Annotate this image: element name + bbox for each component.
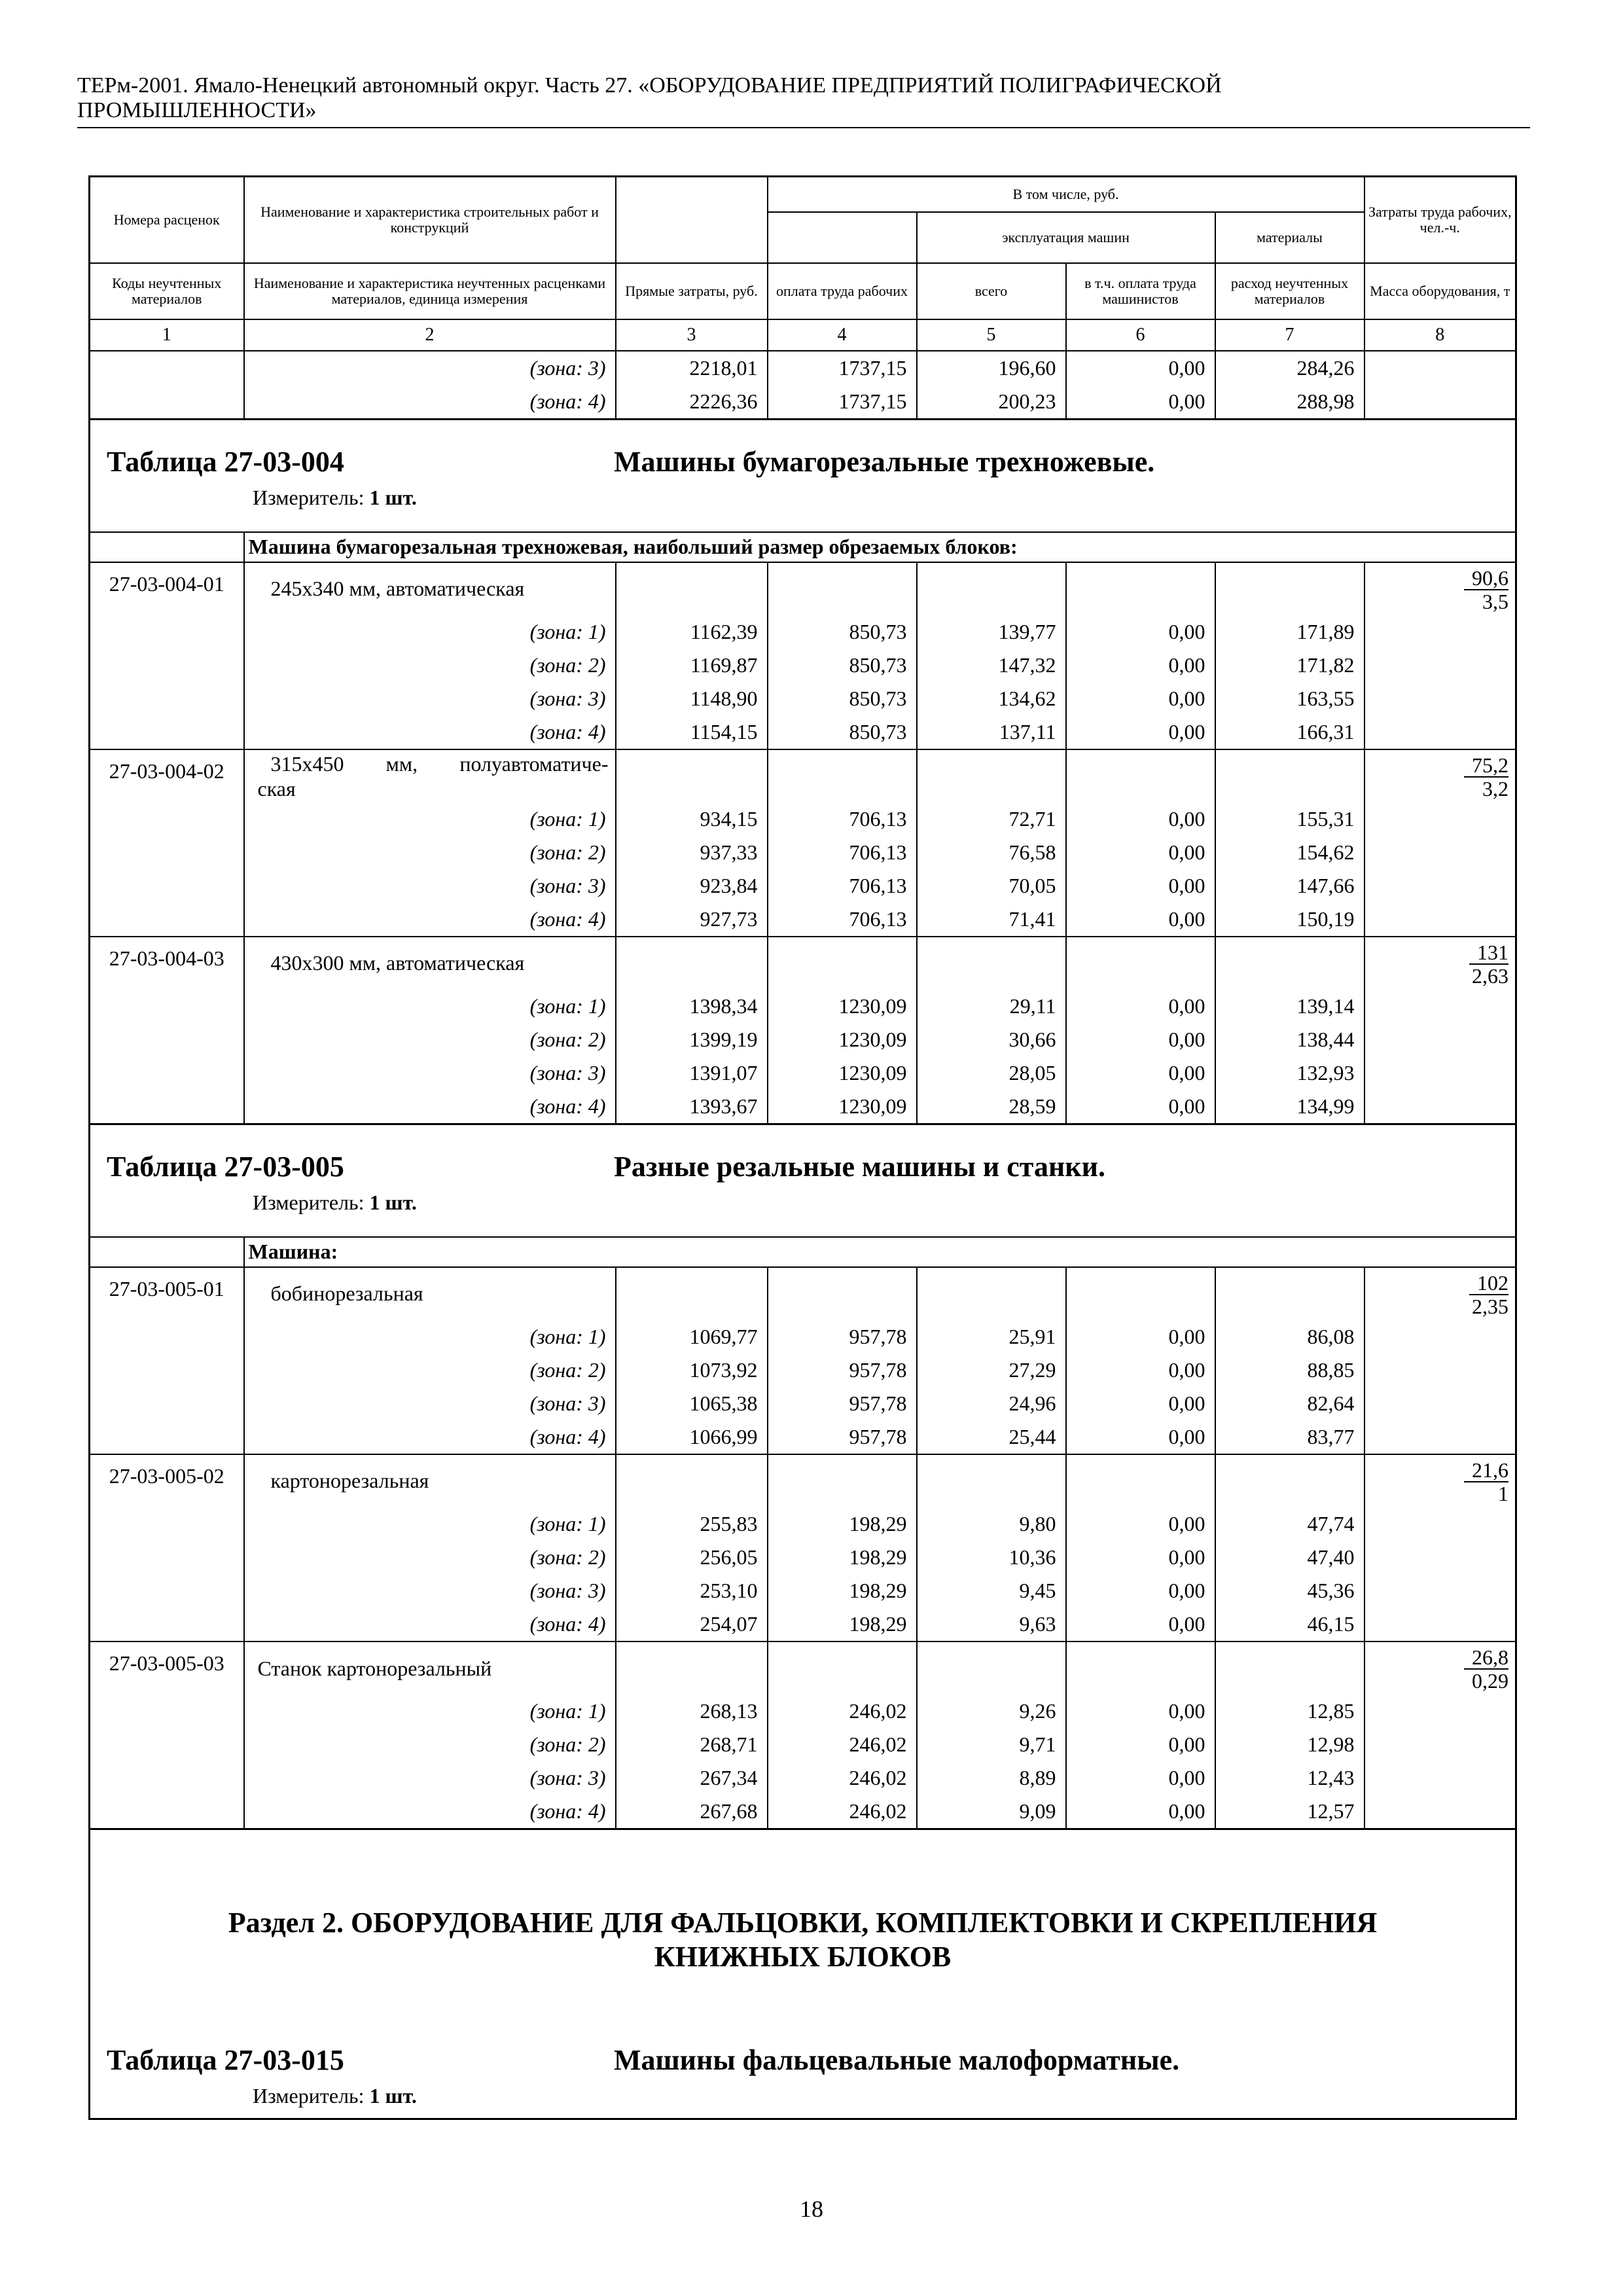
value-mach: 0,00 (1066, 802, 1215, 836)
value-pay: 706,13 (768, 802, 917, 836)
hdr-including: В том числе, руб. (768, 177, 1364, 212)
page-number: 18 (800, 2196, 823, 2222)
hdr-incl-machinists: в т.ч. оплата труда машинистов (1066, 263, 1215, 319)
zone-label: (зона: 4) (244, 385, 616, 420)
value-direct: 934,15 (616, 802, 768, 836)
zone-label: (зона: 1) (244, 1320, 616, 1354)
value-total: 139,77 (917, 615, 1066, 649)
value-total: 9,63 (917, 1607, 1066, 1641)
value-mat: 166,31 (1215, 715, 1364, 749)
value-mat: 83,77 (1215, 1420, 1364, 1454)
value-direct: 256,05 (616, 1541, 768, 1574)
value-direct: 268,71 (616, 1728, 768, 1761)
value-mat: 284,26 (1215, 351, 1364, 385)
value-pay: 1737,15 (768, 385, 917, 420)
value-pay: 706,13 (768, 869, 917, 903)
zone-label: (зона: 4) (244, 903, 616, 937)
table-subheading-row (90, 532, 1516, 562)
value-pay: 1230,09 (768, 1023, 917, 1056)
table-subheading: Машина: (244, 1237, 1516, 1267)
table-number: Таблица 27-03-015 (107, 2043, 344, 2076)
value-mach: 0,00 (1066, 1056, 1215, 1090)
rate-code: 27-03-005-02 (90, 1454, 244, 1507)
zone-label: (зона: 3) (244, 1387, 616, 1420)
measure-label: Измеритель: (253, 485, 365, 509)
col-number: 6 (1066, 319, 1215, 351)
value-pay: 850,73 (768, 682, 917, 715)
value-pay: 198,29 (768, 1574, 917, 1607)
value-mat: 88,85 (1215, 1354, 1364, 1387)
table-subheading: Машина бумагорезальная трехножевая, наибольший размер обрезаемых блоков: (244, 532, 1516, 562)
col-number: 5 (917, 319, 1066, 351)
labor-cost-value: 26,8 (1464, 1646, 1508, 1670)
hdr-labor-cost: Затраты труда рабочих, чел.-ч. (1364, 177, 1516, 263)
value-mat: 12,57 (1215, 1795, 1364, 1829)
value-mach: 0,00 (1066, 1507, 1215, 1541)
value-pay: 1230,09 (768, 1090, 917, 1124)
zone-label: (зона: 4) (244, 1795, 616, 1829)
value-direct: 1073,92 (616, 1354, 768, 1387)
value-direct: 267,68 (616, 1795, 768, 1829)
value-total: 137,11 (917, 715, 1066, 749)
zone-label: (зона: 2) (244, 1023, 616, 1056)
zone-label: (зона: 2) (244, 1728, 616, 1761)
value-mach: 0,00 (1066, 1420, 1215, 1454)
value-direct: 1393,67 (616, 1090, 768, 1124)
zone-row (90, 1387, 1516, 1420)
labor-mass-fraction (1464, 1646, 1508, 1692)
value-mat: 132,93 (1215, 1056, 1364, 1090)
value-pay: 850,73 (768, 715, 917, 749)
value-mach: 0,00 (1066, 682, 1215, 715)
zone-label: (зона: 3) (244, 351, 616, 385)
labor-cost-value: 21,6 (1464, 1459, 1508, 1482)
zone-row (90, 1354, 1516, 1387)
value-total: 27,29 (917, 1354, 1066, 1387)
column-numbers-row (90, 319, 1516, 351)
table-title: Машины бумагорезальные трехножевые. (614, 445, 1155, 478)
rate-item-row (90, 749, 1516, 802)
value-mat: 154,62 (1215, 836, 1364, 869)
zone-row (90, 1420, 1516, 1454)
value-mat: 171,89 (1215, 615, 1364, 649)
value-direct: 1398,34 (616, 990, 768, 1023)
rate-item-row (90, 1267, 1516, 1320)
section-title-line-1: Раздел 2. ОБОРУДОВАНИЕ ДЛЯ ФАЛЬЦОВКИ, КОМПЛЕКТОВКИ И СКРЕПЛЕНИЯ (228, 1906, 1378, 1939)
table-title: Разные резальные машины и станки. (614, 1150, 1106, 1183)
value-mach: 0,00 (1066, 615, 1215, 649)
value-mat: 134,99 (1215, 1090, 1364, 1124)
value-total: 72,71 (917, 802, 1066, 836)
rate-code: 27-03-005-03 (90, 1641, 244, 1695)
hdr-materials: материалы (1215, 212, 1364, 263)
value-total: 24,96 (917, 1387, 1066, 1420)
value-total: 8,89 (917, 1761, 1066, 1795)
zone-row (90, 615, 1516, 649)
zone-row (90, 1728, 1516, 1761)
zone-label: (зона: 3) (244, 1761, 616, 1795)
value-mat: 288,98 (1215, 385, 1364, 420)
labor-mass-fraction (1469, 941, 1508, 987)
value-total: 9,71 (917, 1728, 1066, 1761)
value-pay: 246,02 (768, 1695, 917, 1728)
value-mat: 47,40 (1215, 1541, 1364, 1574)
rate-name (244, 749, 616, 802)
value-direct: 1066,99 (616, 1420, 768, 1454)
document-header (77, 73, 1530, 128)
hdr-name-work: Наименование и характеристика строительных работ и конструкций (244, 177, 616, 263)
value-direct: 254,07 (616, 1607, 768, 1641)
value-mach: 0,00 (1066, 1574, 1215, 1607)
zone-row (90, 1795, 1516, 1829)
zone-row (90, 1607, 1516, 1641)
zone-label: (зона: 2) (244, 1541, 616, 1574)
value-pay: 198,29 (768, 1507, 917, 1541)
value-pay: 246,02 (768, 1728, 917, 1761)
zone-label: (зона: 1) (244, 1695, 616, 1728)
zone-row (90, 836, 1516, 869)
table-number: Таблица 27-03-005 (107, 1150, 344, 1183)
table-number: Таблица 27-03-004 (107, 445, 344, 478)
value-pay: 246,02 (768, 1795, 917, 1829)
value-pay: 198,29 (768, 1607, 917, 1641)
value-mat: 138,44 (1215, 1023, 1364, 1056)
value-pay: 1737,15 (768, 351, 917, 385)
value-mach: 0,00 (1066, 836, 1215, 869)
value-mach: 0,00 (1066, 1695, 1215, 1728)
zone-label: (зона: 1) (244, 615, 616, 649)
hdr-direct-costs: Прямые затраты, руб. (616, 263, 768, 319)
value-total: 10,36 (917, 1541, 1066, 1574)
table-heading (90, 1124, 1516, 1237)
value-mach: 0,00 (1066, 1728, 1215, 1761)
zone-row (90, 903, 1516, 937)
value-total: 28,59 (917, 1090, 1066, 1124)
labor-cost-value: 131 (1469, 941, 1508, 965)
zone-row (90, 869, 1516, 903)
zone-row (90, 1507, 1516, 1541)
rate-code: 27-03-004-01 (90, 562, 244, 615)
value-mat: 155,31 (1215, 802, 1364, 836)
labor-cost-value: 75,2 (1464, 754, 1508, 778)
value-total: 28,05 (917, 1056, 1066, 1090)
value-total: 147,32 (917, 649, 1066, 682)
col-number: 1 (90, 319, 244, 351)
value-mat: 45,36 (1215, 1574, 1364, 1607)
value-direct: 923,84 (616, 869, 768, 903)
equipment-mass-value: 3,2 (1482, 776, 1509, 800)
value-direct: 267,34 (616, 1761, 768, 1795)
labor-cost-value: 102 (1469, 1272, 1508, 1295)
col-number: 7 (1215, 319, 1364, 351)
value-mach: 0,00 (1066, 1761, 1215, 1795)
zone-label: (зона: 1) (244, 1507, 616, 1541)
value-mach: 0,00 (1066, 385, 1215, 420)
measure-label: Измеритель: (253, 2083, 365, 2108)
value-mat: 12,43 (1215, 1761, 1364, 1795)
rate-item-row (90, 1641, 1516, 1695)
zone-row (90, 1574, 1516, 1607)
value-mat: 150,19 (1215, 903, 1364, 937)
value-direct: 1065,38 (616, 1387, 768, 1420)
value-total: 9,80 (917, 1507, 1066, 1541)
value-total: 196,60 (917, 351, 1066, 385)
zone-label: (зона: 2) (244, 1354, 616, 1387)
zone-label: (зона: 1) (244, 990, 616, 1023)
rate-code: 27-03-004-03 (90, 937, 244, 990)
value-mach: 0,00 (1066, 649, 1215, 682)
header-line-2: ПРОМЫШЛЕННОСТИ» (77, 98, 317, 122)
value-mach: 0,00 (1066, 1354, 1215, 1387)
value-mat: 163,55 (1215, 682, 1364, 715)
measure-label: Измеритель: (253, 1190, 365, 1214)
value-mach: 0,00 (1066, 351, 1215, 385)
value-direct: 2218,01 (616, 351, 768, 385)
labor-mass-fraction (1464, 1459, 1508, 1505)
section-title-line-2: КНИЖНЫХ БЛОКОВ (654, 1940, 952, 1973)
value-pay: 957,78 (768, 1320, 917, 1354)
value-total: 9,09 (917, 1795, 1066, 1829)
value-mach: 0,00 (1066, 1387, 1215, 1420)
zone-label: (зона: 4) (244, 1420, 616, 1454)
value-direct: 1399,19 (616, 1023, 768, 1056)
zone-label: (зона: 2) (244, 649, 616, 682)
zone-row (90, 351, 1516, 385)
header-row-3 (90, 263, 1516, 319)
zone-row (90, 1023, 1516, 1056)
table-measure (253, 1191, 417, 1215)
rate-name: бобинорезальная (244, 1267, 616, 1320)
hdr-workers-pay: оплата труда рабочих (768, 263, 917, 319)
measure-value: 1 шт. (369, 1190, 417, 1214)
rate-name: картонорезальная (244, 1454, 616, 1507)
value-direct: 255,83 (616, 1507, 768, 1541)
section-title (90, 1906, 1515, 1974)
zone-label: (зона: 4) (244, 715, 616, 749)
value-total: 25,91 (917, 1320, 1066, 1354)
equipment-mass-value: 0,29 (1472, 1668, 1509, 1693)
hdr-consumption: расход неучтенных материалов (1215, 263, 1364, 319)
value-mach: 0,00 (1066, 903, 1215, 937)
value-pay: 957,78 (768, 1354, 917, 1387)
value-mat: 46,15 (1215, 1607, 1364, 1641)
value-mat: 12,98 (1215, 1728, 1364, 1761)
value-mach: 0,00 (1066, 1320, 1215, 1354)
zone-row (90, 649, 1516, 682)
value-pay: 850,73 (768, 649, 917, 682)
value-direct: 937,33 (616, 836, 768, 869)
value-direct: 1148,90 (616, 682, 768, 715)
value-mach: 0,00 (1066, 990, 1215, 1023)
col-number: 2 (244, 319, 616, 351)
table-heading (90, 419, 1516, 532)
value-pay: 1230,09 (768, 990, 917, 1023)
value-pay: 850,73 (768, 615, 917, 649)
rate-name: Станок картонорезальный (244, 1641, 616, 1695)
value-pay: 706,13 (768, 903, 917, 937)
header-row-1 (90, 177, 1516, 212)
zone-label: (зона: 4) (244, 1090, 616, 1124)
zone-label: (зона: 3) (244, 1574, 616, 1607)
value-mat: 12,85 (1215, 1695, 1364, 1728)
col-number: 4 (768, 319, 917, 351)
zone-label: (зона: 3) (244, 869, 616, 903)
equipment-mass-value: 2,35 (1472, 1294, 1509, 1318)
table-measure (253, 486, 417, 510)
value-direct: 1162,39 (616, 615, 768, 649)
hdr-total: всего (917, 263, 1066, 319)
value-mach: 0,00 (1066, 869, 1215, 903)
zone-row (90, 1090, 1516, 1124)
header-line-1: ТЕРм-2001. Ямало-Ненецкий автономный округ. Часть 27. «ОБОРУДОВАНИЕ ПРЕДПРИЯТИЙ ПОЛИГРАФИЧЕСКОЙ (77, 73, 1222, 98)
zone-label: (зона: 2) (244, 836, 616, 869)
zone-label: (зона: 1) (244, 802, 616, 836)
value-direct: 2226,36 (616, 385, 768, 420)
value-direct: 253,10 (616, 1574, 768, 1607)
zone-row (90, 1056, 1516, 1090)
value-mat: 171,82 (1215, 649, 1364, 682)
value-total: 200,23 (917, 385, 1066, 420)
rate-name: 430x300 мм, автоматическая (244, 937, 616, 990)
value-mach: 0,00 (1066, 715, 1215, 749)
value-mach: 0,00 (1066, 1090, 1215, 1124)
value-total: 76,58 (917, 836, 1066, 869)
table-title: Машины фальцевальные малоформатные. (614, 2043, 1180, 2076)
col-number: 8 (1364, 319, 1516, 351)
rate-name-line-2: ская (257, 776, 296, 800)
hdr-codes-unaccounted: Коды неучтенных материалов (90, 263, 244, 319)
hdr-rate-numbers: Номера расценок (90, 177, 244, 263)
zone-row (90, 1541, 1516, 1574)
value-pay: 198,29 (768, 1541, 917, 1574)
zone-label: (зона: 3) (244, 682, 616, 715)
zone-row (90, 1320, 1516, 1354)
zone-row (90, 1695, 1516, 1728)
value-mach: 0,00 (1066, 1795, 1215, 1829)
value-direct: 1391,07 (616, 1056, 768, 1090)
value-direct: 1169,87 (616, 649, 768, 682)
value-mach: 0,00 (1066, 1607, 1215, 1641)
value-pay: 957,78 (768, 1387, 917, 1420)
rate-code: 27-03-005-01 (90, 1267, 244, 1320)
rate-name: 245x340 мм, автоматическая (244, 562, 616, 615)
value-total: 25,44 (917, 1420, 1066, 1454)
value-mat: 139,14 (1215, 990, 1364, 1023)
value-total: 9,45 (917, 1574, 1066, 1607)
equipment-mass-value: 1 (1498, 1481, 1509, 1505)
equipment-mass-value: 3,5 (1482, 589, 1509, 613)
labor-mass-fraction (1464, 754, 1508, 800)
value-pay: 957,78 (768, 1420, 917, 1454)
value-mat: 82,64 (1215, 1387, 1364, 1420)
zone-label: (зона: 4) (244, 1607, 616, 1641)
value-pay: 706,13 (768, 836, 917, 869)
value-mat: 86,08 (1215, 1320, 1364, 1354)
measure-value: 1 шт. (369, 485, 417, 509)
table-measure (253, 2084, 417, 2108)
section-block (90, 1829, 1516, 2119)
hdr-equipment-mass: Масса оборудования, т (1364, 263, 1516, 319)
zone-label: (зона: 3) (244, 1056, 616, 1090)
zone-row (90, 1761, 1516, 1795)
measure-value: 1 шт. (369, 2083, 417, 2108)
zone-row (90, 715, 1516, 749)
rate-name-line-1: 315x450 мм, полуавтоматиче- (270, 751, 609, 776)
value-total: 70,05 (917, 869, 1066, 903)
value-mat: 147,66 (1215, 869, 1364, 903)
rates-table (88, 175, 1517, 2120)
value-pay: 1230,09 (768, 1056, 917, 1090)
rate-item-row (90, 1454, 1516, 1507)
value-mach: 0,00 (1066, 1023, 1215, 1056)
value-mat: 47,74 (1215, 1507, 1364, 1541)
value-total: 134,62 (917, 682, 1066, 715)
zone-row (90, 802, 1516, 836)
value-mach: 0,00 (1066, 1541, 1215, 1574)
value-total: 9,26 (917, 1695, 1066, 1728)
labor-mass-fraction (1464, 567, 1508, 613)
value-total: 71,41 (917, 903, 1066, 937)
value-pay: 246,02 (768, 1761, 917, 1795)
equipment-mass-value: 2,63 (1472, 963, 1509, 988)
col-number: 3 (616, 319, 768, 351)
value-total: 30,66 (917, 1023, 1066, 1056)
zone-row (90, 682, 1516, 715)
rate-item-row (90, 937, 1516, 990)
table-subheading-row (90, 1237, 1516, 1267)
hdr-name-unaccounted: Наименование и характеристика неучтенных расценками материалов, единица измерения (244, 263, 616, 319)
hdr-machine-operation: эксплуатация машин (917, 212, 1215, 263)
zone-row (90, 385, 1516, 420)
value-direct: 927,73 (616, 903, 768, 937)
value-total: 29,11 (917, 990, 1066, 1023)
value-direct: 1069,77 (616, 1320, 768, 1354)
rate-item-row (90, 562, 1516, 615)
labor-mass-fraction (1469, 1272, 1508, 1318)
rate-code: 27-03-004-02 (90, 749, 244, 802)
zone-row (90, 990, 1516, 1023)
labor-cost-value: 90,6 (1464, 567, 1508, 590)
value-direct: 268,13 (616, 1695, 768, 1728)
value-direct: 1154,15 (616, 715, 768, 749)
